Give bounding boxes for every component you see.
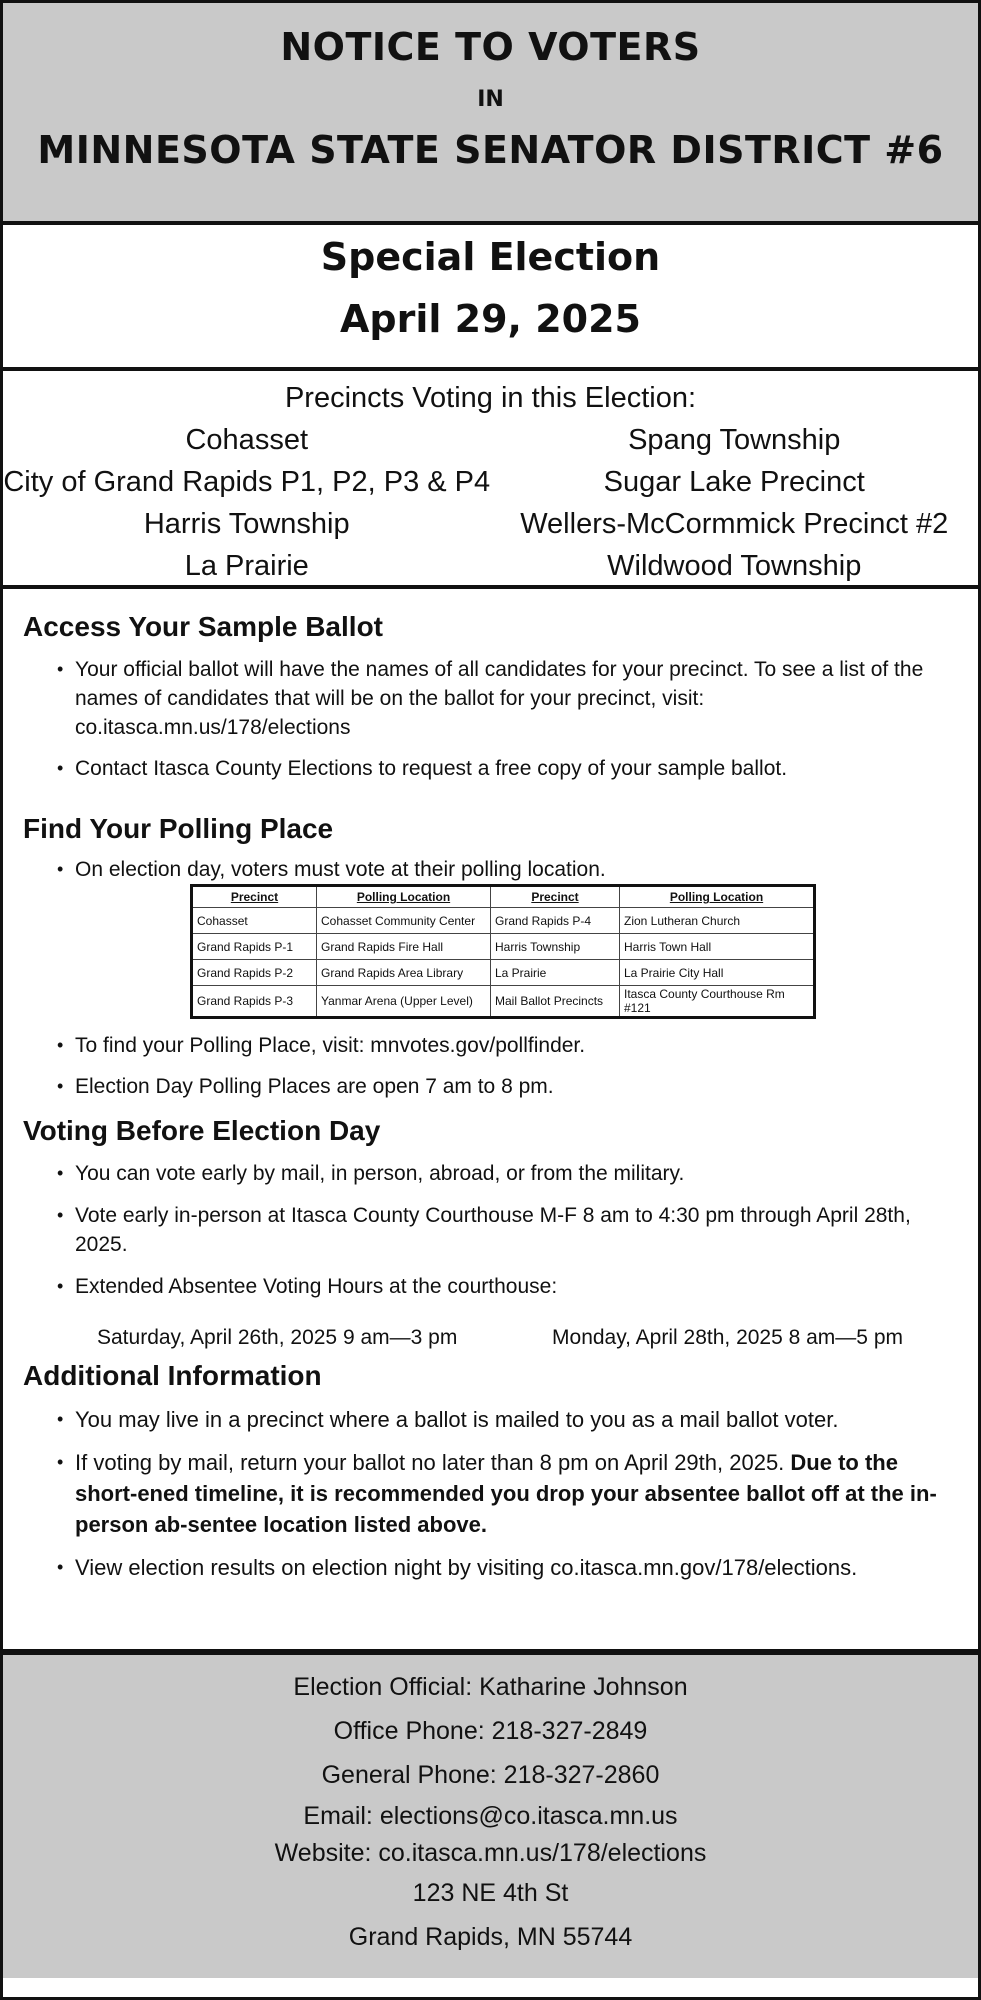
precinct-left-0: Cohasset bbox=[185, 424, 308, 456]
table-cell: Itasca County Courthouse Rm #121 bbox=[620, 986, 815, 1018]
list-item: • You can vote early by mail, in person, abroad, or from the military. bbox=[23, 1159, 958, 1188]
contact-footer bbox=[3, 1655, 978, 1978]
col-header-location: Polling Location bbox=[620, 886, 815, 908]
general-phone: General Phone: 218-327-2860 bbox=[321, 1761, 660, 1789]
table-cell: Grand Rapids Area Library bbox=[317, 960, 491, 986]
polling-list bbox=[23, 855, 978, 884]
additional-info-list bbox=[23, 1404, 978, 1583]
table-cell: La Prairie bbox=[491, 960, 620, 986]
absentee-hours bbox=[23, 1326, 978, 1350]
election-date: April 29, 2025 bbox=[340, 297, 641, 341]
table-cell: Mail Ballot Precincts bbox=[491, 986, 620, 1018]
list-item: • Extended Absentee Voting Hours at the courthouse: bbox=[23, 1272, 958, 1301]
hours-saturday: Saturday, April 26th, 2025 9 am—3 pm bbox=[97, 1326, 458, 1349]
precincts-section bbox=[3, 371, 978, 589]
list-item: • Election Day Polling Places are open 7 am to 8 pm. bbox=[23, 1072, 958, 1101]
table-cell: Grand Rapids Fire Hall bbox=[317, 934, 491, 960]
notice-title: NOTICE TO VOTERS bbox=[280, 25, 701, 69]
list-item: • To find your Polling Place, visit: mnvotes.gov/pollfinder. bbox=[23, 1031, 958, 1060]
table-cell: Zion Lutheran Church bbox=[620, 908, 815, 934]
list-item: • On election day, voters must vote at their polling location. bbox=[23, 855, 958, 884]
table-cell: Harris Township bbox=[491, 934, 620, 960]
precinct-right-2: Wellers-McCormmick Precinct #2 bbox=[520, 508, 949, 540]
main-content bbox=[3, 589, 978, 1655]
table-row bbox=[192, 986, 815, 1018]
col-header-precinct: Precinct bbox=[491, 886, 620, 908]
table-row bbox=[192, 908, 815, 934]
polling-table bbox=[190, 884, 816, 1019]
list-item: • Contact Itasca County Elections to request a free copy of your sample ballot. bbox=[23, 754, 958, 783]
table-row bbox=[192, 934, 815, 960]
website: Website: co.itasca.mn.us/178/elections bbox=[274, 1839, 707, 1867]
precincts-grid bbox=[3, 419, 978, 587]
early-voting-heading: Voting Before Election Day bbox=[23, 1115, 381, 1146]
list-item bbox=[23, 1447, 958, 1540]
precinct-right-0: Spang Township bbox=[628, 424, 841, 456]
email: Email: elections@co.itasca.mn.us bbox=[303, 1802, 678, 1830]
table-cell: Yanmar Arena (Upper Level) bbox=[317, 986, 491, 1018]
sample-ballot-heading: Access Your Sample Ballot bbox=[23, 611, 383, 642]
table-cell: Grand Rapids P-1 bbox=[192, 934, 317, 960]
office-phone: Office Phone: 218-327-2849 bbox=[333, 1717, 648, 1745]
street-address: 123 NE 4th St bbox=[412, 1879, 569, 1907]
district-title: MINNESOTA STATE SENATOR DISTRICT #6 bbox=[37, 128, 944, 172]
table-cell: Harris Town Hall bbox=[620, 934, 815, 960]
list-item: • View election results on election night by visiting co.itasca.mn.gov/178/elections. bbox=[23, 1552, 958, 1583]
drop-off-recommendation: Due to the short-ened timeline, it is recommended you drop your absentee ballot off at the in-person ab-sentee location listed above. bbox=[75, 1450, 937, 1537]
list-item: • You may live in a precinct where a ballot is mailed to you as a mail ballot voter. bbox=[23, 1404, 958, 1435]
table-cell: La Prairie City Hall bbox=[620, 960, 815, 986]
table-cell: Grand Rapids P-4 bbox=[491, 908, 620, 934]
precinct-left-3: La Prairie bbox=[184, 550, 309, 582]
table-header-row bbox=[192, 886, 815, 908]
precinct-left-2: Harris Township bbox=[143, 508, 350, 540]
city-address: Grand Rapids, MN 55744 bbox=[348, 1923, 633, 1951]
polling-info-list bbox=[23, 1031, 978, 1101]
table-row bbox=[192, 960, 815, 986]
precincts-heading: Precincts Voting in this Election: bbox=[284, 382, 697, 414]
list-item: • Your official ballot will have the names of all candidates for your precinct. To see a list of the names of candidates that will be on the ballot for your precinct, visit: co.itasca.mn.us/178/elections bbox=[23, 655, 958, 742]
sample-ballot-list bbox=[23, 655, 978, 783]
table-cell: Grand Rapids P-3 bbox=[192, 986, 317, 1018]
early-voting-list bbox=[23, 1159, 978, 1301]
table-cell: Cohasset Community Center bbox=[317, 908, 491, 934]
table-cell: Grand Rapids P-2 bbox=[192, 960, 317, 986]
additional-info-heading: Additional Information bbox=[23, 1360, 322, 1391]
polling-heading: Find Your Polling Place bbox=[23, 813, 334, 844]
header-banner bbox=[3, 3, 978, 225]
election-official: Election Official: Katharine Johnson bbox=[293, 1673, 688, 1701]
col-header-location: Polling Location bbox=[317, 886, 491, 908]
table-cell: Cohasset bbox=[192, 908, 317, 934]
precinct-right-1: Sugar Lake Precinct bbox=[603, 466, 865, 498]
mail-return-text: If voting by mail, return your ballot no later than 8 pm on April 29th, 2025. bbox=[75, 1450, 791, 1475]
election-banner bbox=[3, 225, 978, 371]
col-header-precinct: Precinct bbox=[192, 886, 317, 908]
notice-in: IN bbox=[477, 87, 504, 112]
precinct-left-1: City of Grand Rapids P1, P2, P3 & P4 bbox=[3, 466, 491, 498]
hours-monday: Monday, April 28th, 2025 8 am—5 pm bbox=[552, 1326, 903, 1349]
list-item: • Vote early in-person at Itasca County Courthouse M-F 8 am to 4:30 pm through April 28th, 2025. bbox=[23, 1201, 958, 1259]
precinct-right-3: Wildwood Township bbox=[607, 550, 862, 582]
election-type: Special Election bbox=[320, 235, 661, 279]
